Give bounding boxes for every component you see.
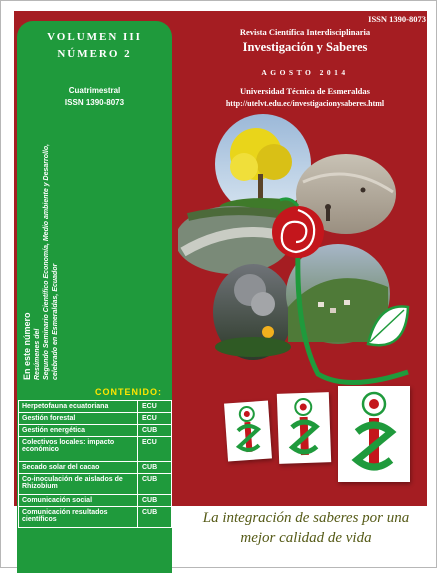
note-heading: En este número <box>22 312 32 380</box>
logo-card-3 <box>338 386 410 482</box>
table-row <box>19 462 172 474</box>
table-row <box>19 425 172 437</box>
toc-title: Co-inoculación de aislados de Rhizobium <box>19 474 138 495</box>
journal-url: http://utelvt.edu.ec/investigacionysaberes.html <box>225 99 385 108</box>
note-line-3: celebrado en Esmeraldas, Ecuador <box>52 263 59 380</box>
periodicity: Cuatrimestral <box>68 86 121 95</box>
toc-code: ECU <box>138 401 172 413</box>
table-row <box>19 401 172 413</box>
revista-subtitle: Revista Científica Interdisciplinaria <box>239 27 371 37</box>
toc-code: CUB <box>138 474 172 495</box>
toc-title: Gestión forestal <box>19 413 138 425</box>
toc-title: Gestión energética <box>19 425 138 437</box>
tagline-line-1: La integración de saberes por una <box>202 510 410 526</box>
contents-table <box>18 400 172 528</box>
issue-number: NÚMERO 2 <box>57 48 132 60</box>
issue-date: AGOSTO 2014 <box>261 68 349 77</box>
journal-logo-icon <box>277 392 331 464</box>
toc-code: CUB <box>138 425 172 437</box>
toc-title: Comunicación resultados científicos <box>19 507 138 528</box>
note-line-2: Segundo Seminario Científico Economía, Medio ambiente y Desarrollo, <box>43 143 50 380</box>
contents-title: CONTENIDO: <box>95 387 162 397</box>
university-name: Universidad Técnica de Esmeraldas <box>240 86 370 96</box>
tagline-line-2: mejor calidad de vida <box>240 530 372 546</box>
sidebar-note <box>22 130 142 380</box>
toc-title: Colectivos locales: impacto económico <box>19 437 138 462</box>
toc-code: ECU <box>138 413 172 425</box>
toc-title: Herpetofauna ecuatoriana <box>19 401 138 413</box>
table-row <box>19 437 172 462</box>
journal-logo-icon <box>224 401 272 462</box>
toc-code: CUB <box>138 507 172 528</box>
petal-smoke <box>213 264 293 360</box>
toc-code: CUB <box>138 462 172 474</box>
logo-card-1 <box>224 401 272 462</box>
table-row <box>19 474 172 495</box>
toc-title: Secado solar del cacao <box>19 462 138 474</box>
table-row <box>19 413 172 425</box>
journal-logo-icon <box>338 386 410 482</box>
issn-header: ISSN 1390-8073 <box>368 14 426 24</box>
toc-title: Comunicación social <box>19 495 138 507</box>
issn-sidebar: ISSN 1390-8073 <box>64 98 125 107</box>
toc-code: ECU <box>138 437 172 462</box>
logo-card-2 <box>277 392 331 464</box>
volume-label: VOLUMEN III <box>47 31 142 43</box>
table-row <box>19 507 172 528</box>
flower-illustration <box>178 112 428 392</box>
note-line-1: Resúmenes del <box>34 328 41 380</box>
table-row <box>19 495 172 507</box>
toc-code: CUB <box>138 495 172 507</box>
journal-title: Investigación y Saberes <box>242 40 368 54</box>
